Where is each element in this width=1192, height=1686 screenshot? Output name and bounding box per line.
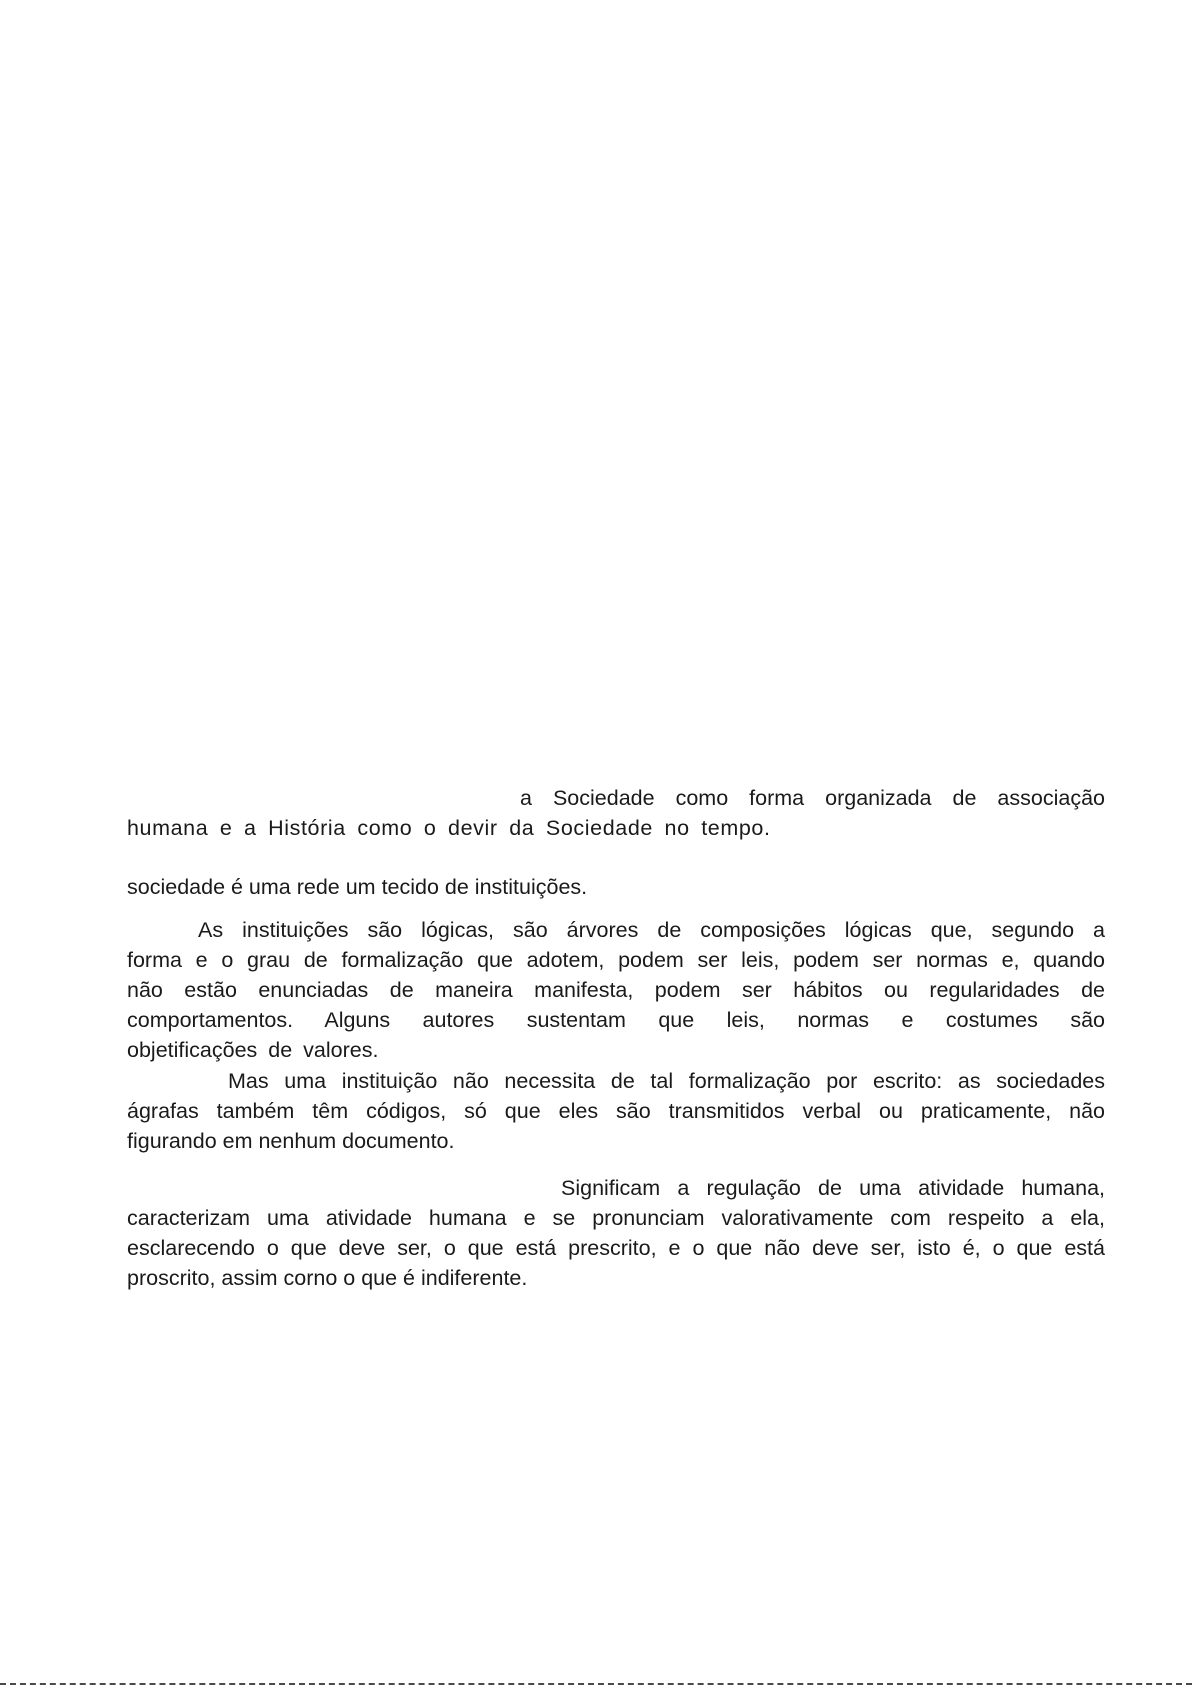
paragraph-3-line-4: comportamentos. Alguns autores sustentam que leis, normas e costumes são xyxy=(127,1008,1105,1032)
paragraph-3-line-1: As instituições são lógicas, são árvores de composições lógicas que, segundo a xyxy=(198,918,1105,942)
paragraph-3-line-3: não estão enunciadas de maneira manifesta, podem ser hábitos ou regularidades de xyxy=(127,978,1105,1002)
paragraph-3-line-2: forma e o grau de formalização que adotem, podem ser leis, podem ser normas e, quando xyxy=(127,948,1105,972)
paragraph-4-line-3: figurando em nenhum documento. xyxy=(127,1129,455,1153)
paragraph-5-line-2: caracterizam uma atividade humana e se pronunciam valorativamente com respeito a ela, xyxy=(127,1206,1105,1230)
paragraph-5-line-3: esclarecendo o que deve ser, o que está prescrito, e o que não deve ser, isto é, o que está xyxy=(127,1236,1105,1260)
paragraph-4-line-1: Mas uma instituição não necessita de tal formalização por escrito: as sociedades xyxy=(228,1069,1105,1093)
paragraph-2-line-1: sociedade é uma rede um tecido de instituições. xyxy=(127,875,588,899)
paragraph-1-line-1: a Sociedade como forma organizada de associação xyxy=(520,786,1105,810)
paragraph-4-line-2: ágrafas também têm códigos, só que eles são transmitidos verbal ou praticamente, não xyxy=(127,1099,1105,1123)
paragraph-1-line-2: humana e a História como o devir da Sociedade no tempo. xyxy=(127,816,771,840)
paragraph-5-line-4: proscrito, assim corno o que é indiferente. xyxy=(127,1266,528,1290)
paragraph-3-line-5: objetificações de valores. xyxy=(127,1038,379,1062)
page-bottom-divider xyxy=(0,1683,1192,1685)
paragraph-5-line-1: Significam a regulação de uma atividade humana, xyxy=(561,1176,1105,1200)
